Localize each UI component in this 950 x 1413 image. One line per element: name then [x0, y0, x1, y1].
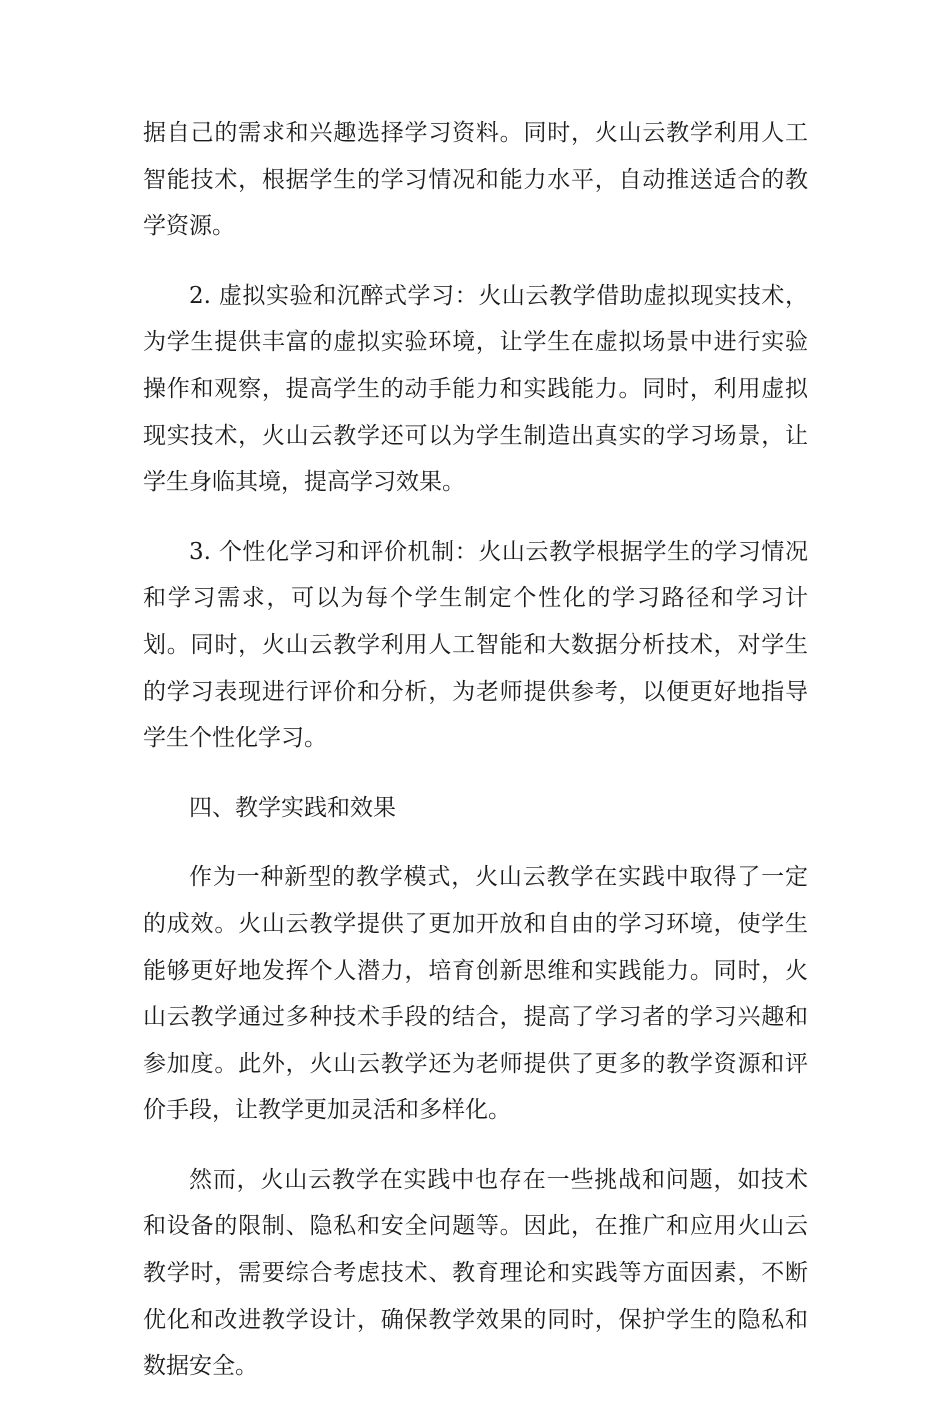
section-heading-teaching-practice: 四、教学实践和效果 — [189, 794, 396, 821]
paragraph-challenges: 然而，火山云教学在实践中也存在一些挑战和问题，如技术和设备的限制、隐私和安全问题等。因此，在推广和应用火山云教学时，需要综合考虑技术、教育理论和实践等方面因素，不断优化和改进教学设计，确保教学效果的同时，保护学生的隐私和数据安全。 — [143, 1166, 808, 1380]
document-body — [143, 110, 808, 1413]
paragraph-item-3-personalized-learning: 3. 个性化学习和评价机制：火山云教学根据学生的学习情况和学习需求，可以为每个学生制定个性化的学习路径和学习计划。同时，火山云教学利用人工智能和大数据分析技术，对学生的学习表现进行评价和分析，为老师提供参考，以便更好地指导学生个性化学习。 — [143, 538, 808, 752]
paragraph-practice-results: 作为一种新型的教学模式，火山云教学在实践中取得了一定的成效。火山云教学提供了更加开放和自由的学习环境，使学生能够更好地发挥个人潜力，培育创新思维和实践能力。同时，火山云教学通过多种技术手段的结合，提高了学习者的学习兴趣和参加度。此外，火山云教学还为老师提供了更多的教学资源和评价手段，让教学更加灵活和多样化。 — [143, 864, 808, 1124]
paragraph-item-2-virtual-experiment: 2. 虚拟实验和沉醉式学习：火山云教学借助虚拟现实技术，为学生提供丰富的虚拟实验环境，让学生在虚拟场景中进行实验操作和观察，提高学生的动手能力和实践能力。同时，利用虚拟现实技术，火山云教学还可以为学生制造出真实的学习场景，让学生身临其境，提高学习效果。 — [143, 282, 808, 496]
paragraph-continuation: 据自己的需求和兴趣选择学习资料。同时，火山云教学利用人工智能技术，根据学生的学习情况和能力水平，自动推送适合的教学资源。 — [143, 120, 808, 240]
